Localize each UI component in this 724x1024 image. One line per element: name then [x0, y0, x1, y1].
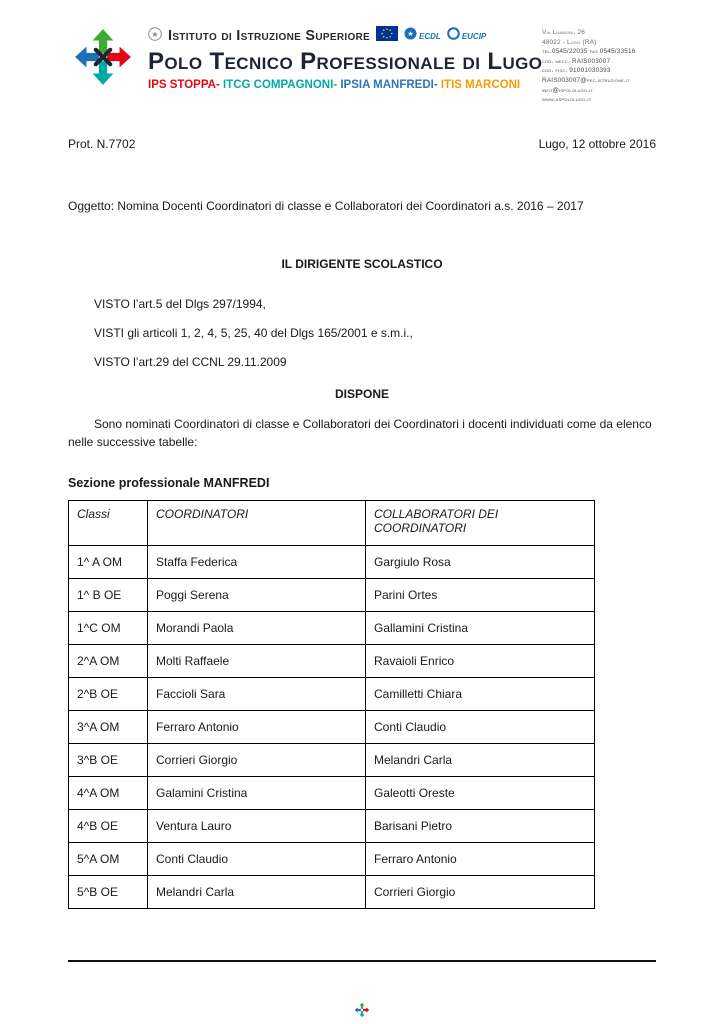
- svg-text:★: ★: [151, 29, 159, 39]
- cell-coordinatore: Morandi Paola: [148, 612, 366, 645]
- cell-coordinatore: Ventura Lauro: [148, 810, 366, 843]
- place-date: Lugo, 12 ottobre 2016: [538, 136, 656, 151]
- table-row: [69, 711, 595, 744]
- coordinators-table: [68, 500, 595, 909]
- cell-coordinatore: Galamini Cristina: [148, 777, 366, 810]
- prot-number: Prot. N.7702: [68, 136, 136, 151]
- prot-row: [68, 137, 656, 151]
- cell-classe: 1^ A OM: [69, 546, 148, 579]
- contact-line: RAIS003007@pec.istruzione.it: [542, 77, 630, 85]
- table-header-row: [69, 501, 595, 546]
- eu-flag-icon: [376, 26, 398, 46]
- subject-line: Oggetto: Nomina Docenti Coordinatori di classe e Collaboratori dei Coordinatori a.s. 2016 – 2017: [68, 198, 584, 213]
- cell-collaboratore: Galeotti Oreste: [366, 777, 595, 810]
- cell-coordinatore: Faccioli Sara: [148, 678, 366, 711]
- table-row: [69, 810, 595, 843]
- cell-classe: 3^A OM: [69, 711, 148, 744]
- cell-coordinatore: Corrieri Giorgio: [148, 744, 366, 777]
- italy-emblem-icon: [148, 27, 162, 46]
- cell-coordinatore: Poggi Serena: [148, 579, 366, 612]
- ecdl-label: ECDL: [419, 31, 441, 41]
- eucip-icon: [447, 27, 460, 45]
- table-row: [69, 612, 595, 645]
- cell-collaboratore: Melandri Carla: [366, 744, 595, 777]
- cell-collaboratore: Gargiulo Rosa: [366, 546, 595, 579]
- contact-line: Via Lumagni, 26: [542, 29, 586, 36]
- letterhead-center: [148, 26, 543, 91]
- table-row: [69, 645, 595, 678]
- heading-dispone: DISPONE: [334, 386, 389, 401]
- table-row: [69, 876, 595, 909]
- body-paragraph: Sono nominati Coordinatori di classe e Collaboratori dei Coordinatori i docenti individuati come da elenco nelle successive tabelle:: [68, 416, 652, 450]
- cell-coordinatore: Ferraro Antonio: [148, 711, 366, 744]
- cell-classe: 2^A OM: [69, 645, 148, 678]
- cell-coordinatore: Melandri Carla: [148, 876, 366, 909]
- cell-classe: 4^A OM: [69, 777, 148, 810]
- school-logo-icon: [72, 26, 136, 93]
- heading-dirigente: IL DIRIGENTE SCOLASTICO: [281, 256, 443, 271]
- cell-collaboratore: Barisani Pietro: [366, 810, 595, 843]
- branches-line: [148, 79, 530, 91]
- table-row: [69, 777, 595, 810]
- cell-coordinatore: Staffa Federica: [148, 546, 366, 579]
- header-collaboratori: COLLABORATORI DEI COORDINATORI: [366, 501, 595, 546]
- ecdl-badge: [404, 27, 441, 45]
- branch-ips-stoppa: IPS STOPPA-: [148, 79, 220, 91]
- document-body: [68, 137, 656, 909]
- eucip-badge: [447, 27, 486, 45]
- visto-line-1: VISTO l’art.5 del Dlgs 297/1994,: [94, 296, 266, 311]
- ecdl-icon: [404, 27, 417, 45]
- cell-collaboratore: Gallamini Cristina: [366, 612, 595, 645]
- cell-classe: 5^A OM: [69, 843, 148, 876]
- cell-collaboratore: Camilletti Chiara: [366, 678, 595, 711]
- header-coordinatori: COORDINATORI: [148, 501, 366, 546]
- table-row: [69, 546, 595, 579]
- contact-line: cod. mecc. RAIS003007: [542, 57, 611, 65]
- branch-itis-marconi: ITIS MARCONI: [437, 79, 521, 91]
- cell-classe: 1^C OM: [69, 612, 148, 645]
- cell-coordinatore: Conti Claudio: [148, 843, 366, 876]
- visto-line-3: VISTO l’art.29 del CCNL 29.11.2009: [94, 354, 287, 369]
- table-row: [69, 843, 595, 876]
- section-title: Sezione professionale MANFREDI: [68, 476, 270, 491]
- cell-collaboratore: Parini Ortes: [366, 579, 595, 612]
- cell-classe: 4^B OE: [69, 810, 148, 843]
- cell-collaboratore: Corrieri Giorgio: [366, 876, 595, 909]
- contact-line: 48022 - Lugo (RA): [542, 38, 597, 46]
- cell-classe: 3^B OE: [69, 744, 148, 777]
- contact-line: www.iispololugo.it: [542, 96, 592, 104]
- cell-classe: 5^B OE: [69, 876, 148, 909]
- visto-line-2: VISTI gli articoli 1, 2, 4, 5, 25, 40 del Dlgs 165/2001 e s.m.i.,: [94, 325, 413, 340]
- contact-line: cod. fisc. 91001030393: [542, 67, 611, 75]
- footer-divider: [68, 960, 656, 962]
- school-name: Istituto di Istruzione Superiore: [168, 28, 371, 44]
- branch-ipsia-manfredi: IPSIA MANFREDI-: [337, 79, 438, 91]
- cell-classe: 1^ B OE: [69, 579, 148, 612]
- school-title: Polo Tecnico Professionale di Lugo: [148, 48, 543, 75]
- footer-logo-icon: [354, 1002, 370, 1023]
- contact-line: info@ispololugo.it: [542, 86, 594, 94]
- eucip-label: EUCIP: [461, 31, 487, 41]
- contact-block: [542, 26, 664, 105]
- branch-itcg-compagnoni: ITCG COMPAGNONI-: [219, 79, 338, 91]
- table-row: [69, 579, 595, 612]
- table-row: [69, 678, 595, 711]
- table-row: [69, 744, 595, 777]
- svg-text:★: ★: [407, 31, 414, 39]
- cell-coordinatore: Molti Raffaele: [148, 645, 366, 678]
- school-name-row: [148, 26, 530, 46]
- cell-collaboratore: Ravaioli Enrico: [366, 645, 595, 678]
- cell-classe: 2^B OE: [69, 678, 148, 711]
- cell-collaboratore: Conti Claudio: [366, 711, 595, 744]
- cell-collaboratore: Ferraro Antonio: [366, 843, 595, 876]
- letterhead: [72, 0, 664, 105]
- contact-line: tel.0545/22035 fax 0545/33516: [542, 48, 636, 56]
- header-classi: Classi: [69, 501, 148, 546]
